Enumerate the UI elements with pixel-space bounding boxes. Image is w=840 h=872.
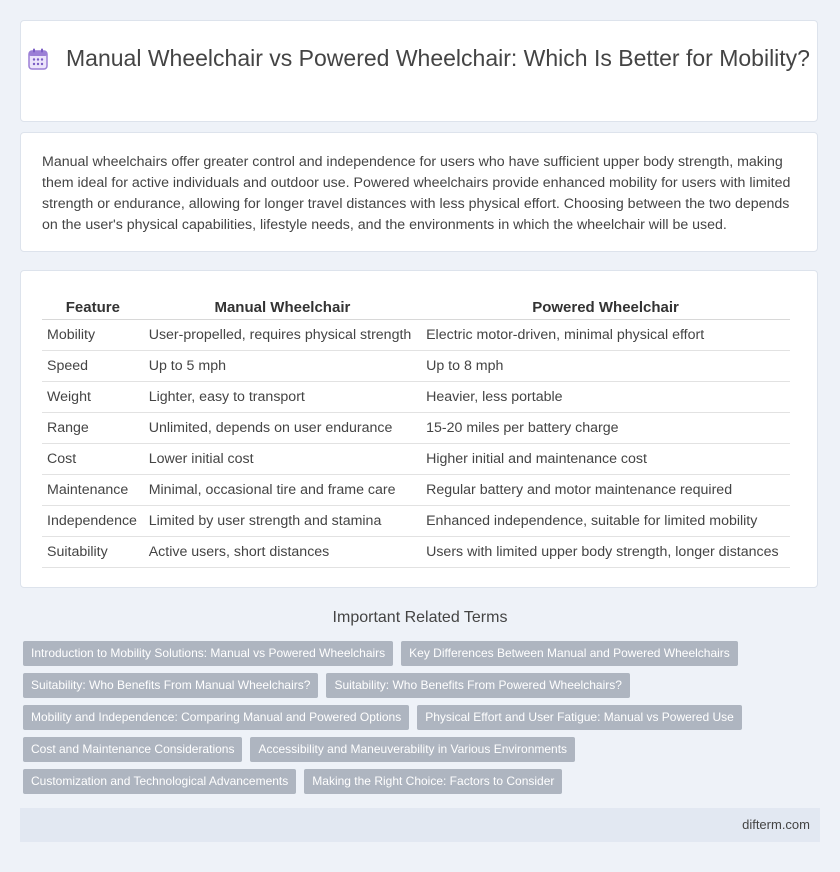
- table-row: [42, 351, 790, 382]
- feature-cell: Maintenance: [42, 475, 144, 506]
- header-manual: Manual Wheelchair: [144, 295, 421, 320]
- footer: [20, 808, 820, 842]
- related-tag[interactable]: Introduction to Mobility Solutions: Manual vs Powered Wheelchairs: [23, 641, 393, 666]
- feature-cell: Suitability: [42, 537, 144, 568]
- header-feature: Feature: [42, 295, 144, 320]
- related-tag[interactable]: Accessibility and Maneuverability in Various Environments: [250, 737, 575, 762]
- powered-cell: Users with limited upper body strength, longer distances: [421, 537, 790, 568]
- table-row: [42, 475, 790, 506]
- related-terms-title: Important Related Terms: [332, 609, 508, 626]
- intro-paragraph: Manual wheelchairs offer greater control and independence for users who have sufficient upper body strength, making them ideal for active individuals and outdoor use. Powered wheelchairs provide enhanced mobility for users with limited strength or endurance, allowing for longer travel distances with less physical effort. Choosing between the two depends on the user's physical capabilities, lifestyle needs, and the environments in which the wheelchair will be used.: [42, 154, 791, 233]
- intro-card: [20, 132, 818, 252]
- manual-cell: Minimal, occasional tire and frame care: [144, 475, 421, 506]
- related-tag[interactable]: Suitability: Who Benefits From Manual Wheelchairs?: [23, 673, 318, 698]
- header-powered: Powered Wheelchair: [421, 295, 790, 320]
- table-row: [42, 320, 790, 351]
- feature-cell: Cost: [42, 444, 144, 475]
- footer-site-link[interactable]: difterm.com: [742, 817, 810, 832]
- table-row: [42, 537, 790, 568]
- comparison-card: [20, 270, 818, 588]
- feature-cell: Range: [42, 413, 144, 444]
- page-title: Manual Wheelchair vs Powered Wheelchair: Which Is Better for Mobility?: [66, 45, 810, 71]
- related-tag[interactable]: Mobility and Independence: Comparing Manual and Powered Options: [23, 705, 409, 730]
- feature-cell: Weight: [42, 382, 144, 413]
- feature-cell: Speed: [42, 351, 144, 382]
- powered-cell: Up to 8 mph: [421, 351, 790, 382]
- manual-cell: Lighter, easy to transport: [144, 382, 421, 413]
- powered-cell: Higher initial and maintenance cost: [421, 444, 790, 475]
- powered-cell: Heavier, less portable: [421, 382, 790, 413]
- page-title-wrap: [21, 43, 817, 73]
- related-tag[interactable]: Physical Effort and User Fatigue: Manual vs Powered Use: [417, 705, 742, 730]
- header-card: [20, 20, 818, 122]
- related-tags: [23, 641, 783, 801]
- comparison-table: [42, 295, 790, 568]
- related-tag[interactable]: Suitability: Who Benefits From Powered Wheelchairs?: [326, 673, 629, 698]
- table-row: [42, 382, 790, 413]
- powered-cell: 15-20 miles per battery charge: [421, 413, 790, 444]
- manual-cell: Lower initial cost: [144, 444, 421, 475]
- related-tag[interactable]: Cost and Maintenance Considerations: [23, 737, 242, 762]
- manual-cell: Active users, short distances: [144, 537, 421, 568]
- manual-cell: Unlimited, depends on user endurance: [144, 413, 421, 444]
- manual-cell: User-propelled, requires physical strength: [144, 320, 421, 351]
- powered-cell: Enhanced independence, suitable for limited mobility: [421, 506, 790, 537]
- table-row: [42, 444, 790, 475]
- feature-cell: Mobility: [42, 320, 144, 351]
- related-tag[interactable]: Customization and Technological Advancements: [23, 769, 296, 794]
- table-row: [42, 506, 790, 537]
- table-header-row: [42, 295, 790, 320]
- powered-cell: Regular battery and motor maintenance required: [421, 475, 790, 506]
- manual-cell: Limited by user strength and stamina: [144, 506, 421, 537]
- manual-cell: Up to 5 mph: [144, 351, 421, 382]
- related-tag[interactable]: Key Differences Between Manual and Powered Wheelchairs: [401, 641, 738, 666]
- calendar-grid-icon: [28, 47, 48, 69]
- feature-cell: Independence: [42, 506, 144, 537]
- related-tag[interactable]: Making the Right Choice: Factors to Consider: [304, 769, 562, 794]
- powered-cell: Electric motor-driven, minimal physical effort: [421, 320, 790, 351]
- table-row: [42, 413, 790, 444]
